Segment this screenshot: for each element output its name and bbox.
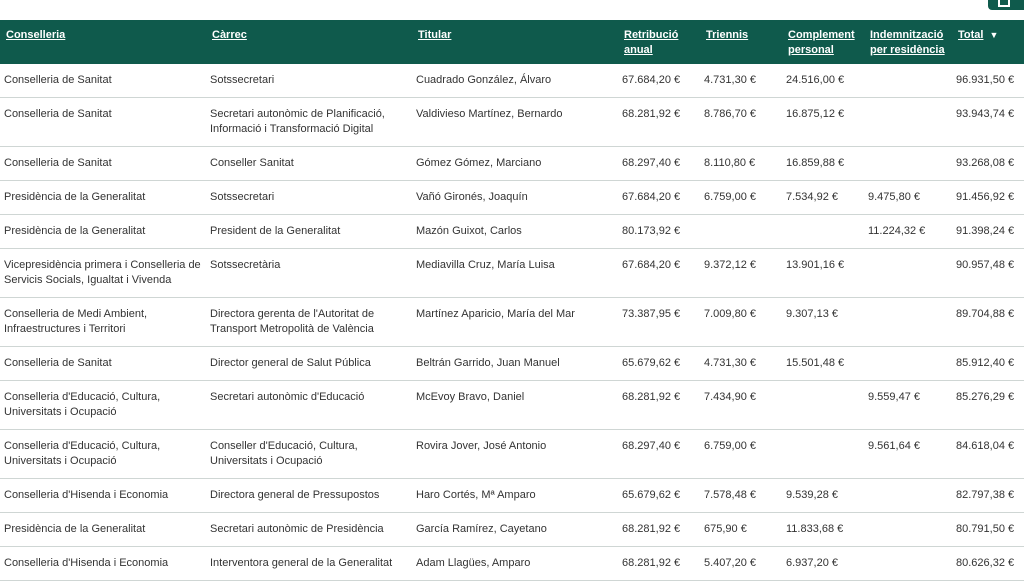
sort-link-indemnitzacio[interactable]: Indemnització per residència	[870, 29, 945, 56]
cell-titular: Adam Llagües, Amparo	[412, 547, 618, 581]
cell-triennis: 4.731,30 €	[700, 64, 782, 98]
cell-indemnitzacio: 9.559,47 €	[864, 381, 952, 430]
salaries-table	[0, 20, 1024, 581]
download-icon	[998, 0, 1010, 7]
cell-titular: Cuadrado González, Álvaro	[412, 64, 618, 98]
cell-indemnitzacio: 11.224,32 €	[864, 215, 952, 249]
cell-triennis: 9.372,12 €	[700, 249, 782, 298]
col-header-carrec[interactable]	[206, 20, 412, 64]
cell-total: 91.456,92 €	[952, 181, 1024, 215]
table-row	[0, 64, 1024, 98]
cell-total: 80.626,32 €	[952, 547, 1024, 581]
cell-indemnitzacio: 9.475,80 €	[864, 181, 952, 215]
cell-indemnitzacio	[864, 547, 952, 581]
col-header-total[interactable]	[952, 20, 1024, 64]
export-button[interactable]	[988, 0, 1024, 10]
cell-retribucio: 68.281,92 €	[618, 547, 700, 581]
cell-conselleria: Presidència de la Generalitat	[0, 215, 206, 249]
cell-conselleria: Conselleria d'Hisenda i Economia	[0, 479, 206, 513]
col-header-titular[interactable]	[412, 20, 618, 64]
cell-conselleria: Conselleria de Sanitat	[0, 64, 206, 98]
sort-link-retribucio[interactable]: Retribució anual	[624, 29, 679, 56]
table-row	[0, 249, 1024, 298]
cell-retribucio: 67.684,20 €	[618, 181, 700, 215]
sort-link-triennis[interactable]: Triennis	[706, 29, 749, 41]
table-row	[0, 181, 1024, 215]
cell-titular: Haro Cortés, Mª Amparo	[412, 479, 618, 513]
cell-indemnitzacio	[864, 98, 952, 147]
cell-complement: 16.875,12 €	[782, 98, 864, 147]
cell-titular: Mediavilla Cruz, María Luisa	[412, 249, 618, 298]
sort-link-titular[interactable]: Titular	[418, 29, 452, 41]
cell-total: 96.931,50 €	[952, 64, 1024, 98]
cell-conselleria: Vicepresidència primera i Conselleria de Servicis Socials, Igualtat i Vivenda	[0, 249, 206, 298]
cell-retribucio: 68.297,40 €	[618, 430, 700, 479]
cell-carrec: Director general de Salut Pública	[206, 347, 412, 381]
col-header-indemnitzacio[interactable]	[864, 20, 952, 64]
cell-titular: Valdivieso Martínez, Bernardo	[412, 98, 618, 147]
cell-carrec: Sotssecretari	[206, 181, 412, 215]
cell-complement: 9.539,28 €	[782, 479, 864, 513]
cell-indemnitzacio	[864, 64, 952, 98]
cell-retribucio: 67.684,20 €	[618, 64, 700, 98]
cell-total: 85.912,40 €	[952, 347, 1024, 381]
cell-complement	[782, 381, 864, 430]
cell-titular: Mazón Guixot, Carlos	[412, 215, 618, 249]
cell-total: 89.704,88 €	[952, 298, 1024, 347]
cell-total: 90.957,48 €	[952, 249, 1024, 298]
cell-carrec: President de la Generalitat	[206, 215, 412, 249]
table-row	[0, 479, 1024, 513]
table-row	[0, 347, 1024, 381]
cell-indemnitzacio	[864, 347, 952, 381]
cell-conselleria: Conselleria d'Educació, Cultura, Universitats i Ocupació	[0, 430, 206, 479]
cell-complement: 7.534,92 €	[782, 181, 864, 215]
cell-retribucio: 68.281,92 €	[618, 513, 700, 547]
table-row	[0, 547, 1024, 581]
cell-conselleria: Conselleria d'Educació, Cultura, Universitats i Ocupació	[0, 381, 206, 430]
sort-link-carrec[interactable]: Càrrec	[212, 29, 247, 41]
cell-triennis: 7.578,48 €	[700, 479, 782, 513]
cell-carrec: Secretari autonòmic de Planificació, Informació i Transformació Digital	[206, 98, 412, 147]
cell-retribucio: 68.297,40 €	[618, 147, 700, 181]
table-row	[0, 430, 1024, 479]
cell-indemnitzacio	[864, 479, 952, 513]
cell-indemnitzacio	[864, 147, 952, 181]
cell-titular: García Ramírez, Cayetano	[412, 513, 618, 547]
cell-complement: 13.901,16 €	[782, 249, 864, 298]
cell-complement	[782, 430, 864, 479]
cell-retribucio: 68.281,92 €	[618, 381, 700, 430]
cell-conselleria: Conselleria de Sanitat	[0, 347, 206, 381]
cell-retribucio: 67.684,20 €	[618, 249, 700, 298]
cell-carrec: Directora gerenta de l'Autoritat de Transport Metropolità de València	[206, 298, 412, 347]
cell-triennis: 675,90 €	[700, 513, 782, 547]
cell-carrec: Directora general de Pressupostos	[206, 479, 412, 513]
table-row	[0, 298, 1024, 347]
cell-triennis: 4.731,30 €	[700, 347, 782, 381]
cell-indemnitzacio	[864, 513, 952, 547]
cell-conselleria: Conselleria de Medi Ambient, Infraestructures i Territori	[0, 298, 206, 347]
cell-triennis: 5.407,20 €	[700, 547, 782, 581]
cell-complement: 15.501,48 €	[782, 347, 864, 381]
cell-carrec: Secretari autonòmic de Presidència	[206, 513, 412, 547]
cell-complement: 24.516,00 €	[782, 64, 864, 98]
cell-carrec: Sotssecretària	[206, 249, 412, 298]
table-row	[0, 98, 1024, 147]
cell-indemnitzacio	[864, 298, 952, 347]
cell-indemnitzacio	[864, 249, 952, 298]
cell-titular: Gómez Gómez, Marciano	[412, 147, 618, 181]
cell-complement: 9.307,13 €	[782, 298, 864, 347]
col-header-triennis[interactable]	[700, 20, 782, 64]
cell-carrec: Conseller Sanitat	[206, 147, 412, 181]
col-header-complement[interactable]	[782, 20, 864, 64]
cell-triennis: 7.434,90 €	[700, 381, 782, 430]
cell-conselleria: Presidència de la Generalitat	[0, 181, 206, 215]
cell-complement: 6.937,20 €	[782, 547, 864, 581]
cell-titular: Vañó Gironés, Joaquín	[412, 181, 618, 215]
cell-complement: 11.833,68 €	[782, 513, 864, 547]
table-row	[0, 147, 1024, 181]
cell-triennis: 6.759,00 €	[700, 430, 782, 479]
cell-carrec: Secretari autonòmic d'Educació	[206, 381, 412, 430]
cell-total: 80.791,50 €	[952, 513, 1024, 547]
cell-conselleria: Conselleria de Sanitat	[0, 98, 206, 147]
table-row	[0, 215, 1024, 249]
cell-triennis: 6.759,00 €	[700, 181, 782, 215]
col-header-retribucio[interactable]	[618, 20, 700, 64]
cell-conselleria: Conselleria de Sanitat	[0, 147, 206, 181]
cell-titular: McEvoy Bravo, Daniel	[412, 381, 618, 430]
cell-carrec: Interventora general de la Generalitat	[206, 547, 412, 581]
cell-total: 82.797,38 €	[952, 479, 1024, 513]
cell-retribucio: 68.281,92 €	[618, 98, 700, 147]
sort-link-total[interactable]: Total	[958, 29, 984, 41]
cell-triennis: 7.009,80 €	[700, 298, 782, 347]
cell-triennis	[700, 215, 782, 249]
cell-indemnitzacio: 9.561,64 €	[864, 430, 952, 479]
cell-complement: 16.859,88 €	[782, 147, 864, 181]
cell-titular: Martínez Aparicio, María del Mar	[412, 298, 618, 347]
cell-total: 84.618,04 €	[952, 430, 1024, 479]
table-row	[0, 381, 1024, 430]
cell-conselleria: Presidència de la Generalitat	[0, 513, 206, 547]
cell-retribucio: 73.387,95 €	[618, 298, 700, 347]
table-row	[0, 513, 1024, 547]
sort-link-conselleria[interactable]: Conselleria	[6, 29, 66, 41]
cell-conselleria: Conselleria d'Hisenda i Economia	[0, 547, 206, 581]
cell-total: 91.398,24 €	[952, 215, 1024, 249]
table-header-row	[0, 20, 1024, 64]
cell-total: 85.276,29 €	[952, 381, 1024, 430]
caret-down-icon[interactable]: ▼	[989, 30, 999, 40]
cell-retribucio: 65.679,62 €	[618, 479, 700, 513]
sort-link-complement[interactable]: Complement personal	[788, 29, 855, 56]
cell-total: 93.268,08 €	[952, 147, 1024, 181]
cell-complement	[782, 215, 864, 249]
cell-triennis: 8.786,70 €	[700, 98, 782, 147]
cell-titular: Rovira Jover, José Antonio	[412, 430, 618, 479]
cell-triennis: 8.110,80 €	[700, 147, 782, 181]
cell-total: 93.943,74 €	[952, 98, 1024, 147]
cell-retribucio: 65.679,62 €	[618, 347, 700, 381]
cell-carrec: Sotssecretari	[206, 64, 412, 98]
cell-carrec: Conseller d'Educació, Cultura, Universitats i Ocupació	[206, 430, 412, 479]
cell-titular: Beltrán Garrido, Juan Manuel	[412, 347, 618, 381]
cell-retribucio: 80.173,92 €	[618, 215, 700, 249]
col-header-conselleria[interactable]	[0, 20, 206, 64]
